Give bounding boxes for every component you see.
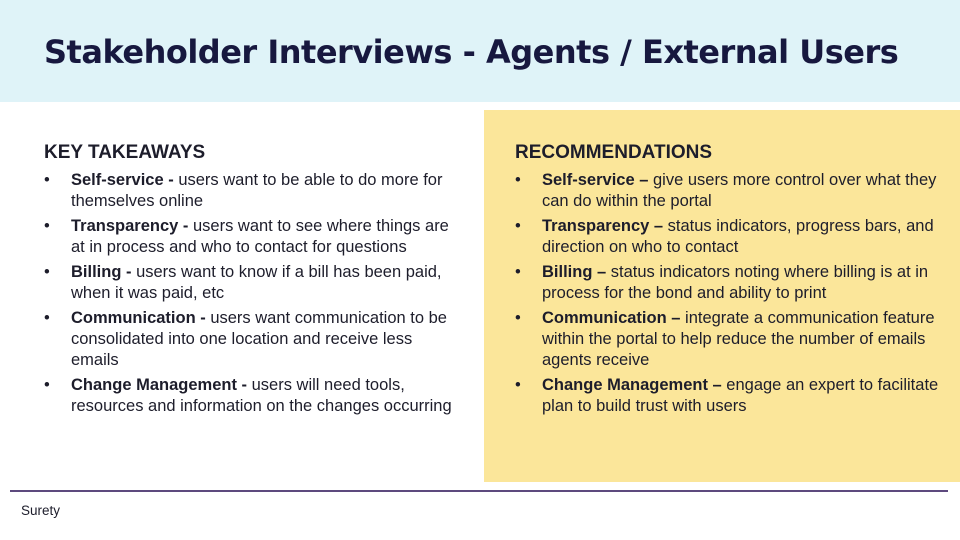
- takeaway-term: Change Management -: [71, 376, 248, 394]
- bullet-icon: •: [44, 217, 50, 235]
- title-banner: [0, 0, 960, 102]
- footer-label: Surety: [21, 503, 61, 518]
- recommendation-item: [515, 170, 942, 212]
- takeaway-text: users want to be able to do more for themselves online: [71, 171, 443, 210]
- recommendation-item: [515, 375, 942, 417]
- key-takeaways-list: [44, 170, 463, 417]
- recommendations-panel: [484, 110, 960, 482]
- recommendation-term: Change Management –: [542, 376, 722, 394]
- takeaway-text: users want to see where things are at in process and who to contact for questions: [71, 217, 449, 256]
- recommendations-list: [515, 170, 942, 417]
- recommendations-heading: RECOMMENDATIONS: [515, 142, 713, 163]
- takeaway-item: [44, 262, 463, 304]
- key-takeaways-panel: [0, 110, 483, 482]
- bullet-icon: •: [515, 376, 521, 394]
- footer-divider: [10, 490, 948, 492]
- recommendation-text: engage an expert to facilitate plan to build trust with users: [542, 376, 939, 415]
- bullet-icon: •: [515, 171, 521, 189]
- takeaway-term: Communication -: [71, 309, 206, 327]
- recommendation-term: Transparency –: [542, 217, 664, 235]
- recommendation-text: status indicators, progress bars, and direction on who to contact: [542, 217, 934, 256]
- takeaway-text: users will need tools, resources and information on the changes occurring: [71, 376, 452, 415]
- takeaway-text: users want communication to be consolidated into one location and receive less emails: [71, 309, 447, 369]
- takeaway-item: [44, 375, 463, 417]
- recommendation-item: [515, 308, 942, 371]
- takeaway-item: [44, 170, 463, 212]
- bullet-icon: •: [515, 309, 521, 327]
- takeaway-text: users want to know if a bill has been paid, when it was paid, etc: [71, 263, 442, 302]
- recommendation-term: Self-service –: [542, 171, 649, 189]
- key-takeaways-heading: KEY TAKEAWAYS: [44, 142, 206, 163]
- bullet-icon: •: [44, 376, 50, 394]
- recommendation-text: integrate a communication feature within the portal to help reduce the number of emails agents receive: [542, 309, 935, 369]
- recommendation-term: Billing –: [542, 263, 607, 281]
- takeaway-term: Billing -: [71, 263, 132, 281]
- bullet-icon: •: [44, 171, 50, 189]
- slide-title: Stakeholder Interviews - Agents / External Users: [44, 33, 899, 71]
- recommendation-text: status indicators noting where billing is at in process for the bond and ability to print: [542, 263, 929, 302]
- bullet-icon: •: [515, 263, 521, 281]
- bullet-icon: •: [44, 263, 50, 281]
- recommendation-term: Communication –: [542, 309, 681, 327]
- recommendation-text: give users more control over what they can do within the portal: [542, 171, 937, 210]
- takeaway-term: Transparency -: [71, 217, 189, 235]
- takeaway-term: Self-service -: [71, 171, 174, 189]
- takeaway-item: [44, 216, 463, 258]
- bullet-icon: •: [44, 309, 50, 327]
- recommendation-item: [515, 216, 942, 258]
- recommendation-item: [515, 262, 942, 304]
- takeaway-item: [44, 308, 463, 371]
- bullet-icon: •: [515, 217, 521, 235]
